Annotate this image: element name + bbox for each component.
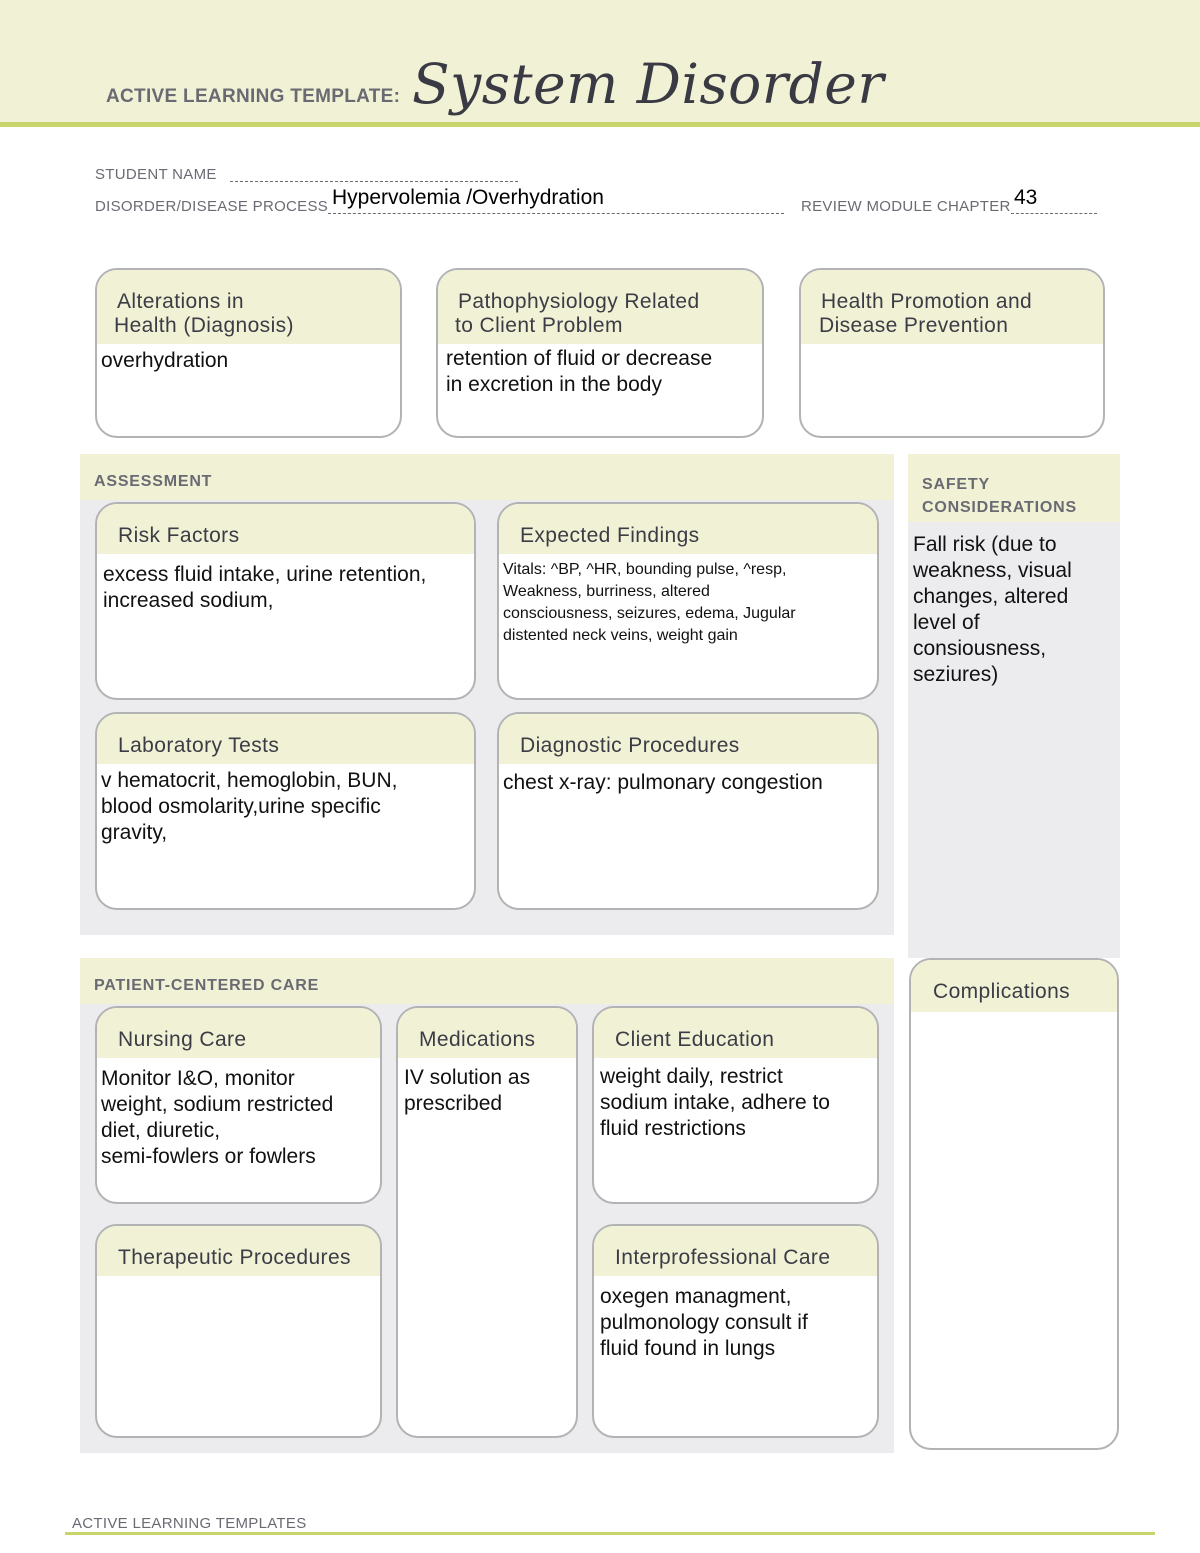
- therapeutic-procedures-box: [95, 1224, 382, 1438]
- risk-factors-title: Risk Factors: [97, 504, 474, 554]
- client-education-title: Client Education: [594, 1008, 877, 1058]
- student-name-label: STUDENT NAME: [95, 166, 217, 183]
- alterations-title: Alterations in Health (Diagnosis): [97, 270, 400, 344]
- nursing-care-box: [95, 1006, 382, 1204]
- complications-title: Complications: [911, 960, 1117, 1012]
- risk-factors-content[interactable]: excess fluid intake, urine retention, increased sodium,: [103, 563, 427, 612]
- interprofessional-care-box: [592, 1224, 879, 1438]
- nursing-care-title: Nursing Care: [97, 1008, 380, 1058]
- alterations-content[interactable]: overhydration: [101, 349, 229, 372]
- laboratory-tests-content[interactable]: v hematocrit, hemoglobin, BUN, blood osmolarity,urine specific gravity,: [101, 769, 398, 844]
- laboratory-tests-box: [95, 712, 476, 910]
- expected-findings-title: Expected Findings: [499, 504, 877, 554]
- disorder-value: Hypervolemia /Overhydration: [332, 186, 604, 209]
- medications-box: [396, 1006, 578, 1438]
- expected-findings-content[interactable]: Vitals: ^BP, ^HR, bounding pulse, ^resp, Weakness, burriness, altered consciousness, seizures, edema, Jugular distented neck veins, weight gain: [503, 561, 796, 644]
- risk-factors-box: [95, 502, 476, 700]
- header-divider: [0, 122, 1200, 127]
- nursing-care-content[interactable]: Monitor I&O, monitor weight, sodium restricted diet, diuretic, semi-fowlers or fowlers: [101, 1067, 334, 1168]
- safety-label: SAFETY CONSIDERATIONS: [922, 476, 1077, 516]
- client-education-box: [592, 1006, 879, 1204]
- health-promotion-title: Health Promotion and Disease Prevention: [801, 270, 1103, 344]
- disorder-field[interactable]: [328, 213, 784, 214]
- assessment-label: ASSESSMENT: [94, 473, 213, 490]
- diagnostic-procedures-box: [497, 712, 879, 910]
- footer-divider: [65, 1532, 1155, 1535]
- pathophysiology-box: [436, 268, 764, 438]
- safety-panel: [908, 454, 1120, 958]
- page-title: System Disorder: [412, 52, 885, 116]
- complications-content[interactable]: [911, 1012, 1117, 1016]
- expected-findings-box: [497, 502, 879, 700]
- pathophysiology-content[interactable]: retention of fluid or decrease in excretion in the body: [446, 347, 713, 396]
- health-promotion-box: [799, 268, 1105, 438]
- footer-label: ACTIVE LEARNING TEMPLATES: [72, 1515, 307, 1532]
- chapter-label: REVIEW MODULE CHAPTER: [801, 198, 1011, 215]
- alterations-box: [95, 268, 402, 438]
- complications-box: [909, 958, 1119, 1450]
- medications-content[interactable]: IV solution as prescribed: [404, 1066, 531, 1115]
- safety-content[interactable]: Fall risk (due to weakness, visual changes, altered level of consiousness, seziures): [913, 533, 1072, 686]
- interprofessional-care-title: Interprofessional Care: [594, 1226, 877, 1276]
- client-education-content[interactable]: weight daily, restrict sodium intake, adhere to fluid restrictions: [600, 1065, 830, 1140]
- student-name-field[interactable]: [230, 181, 518, 182]
- patient-care-label: PATIENT-CENTERED CARE: [94, 977, 320, 994]
- template-label: ACTIVE LEARNING TEMPLATE:: [106, 86, 401, 107]
- disorder-label: DISORDER/DISEASE PROCESS: [95, 198, 329, 215]
- therapeutic-procedures-title: Therapeutic Procedures: [97, 1226, 380, 1276]
- pathophysiology-title: Pathophysiology Related to Client Problem: [438, 270, 762, 344]
- chapter-value: 43: [1014, 186, 1038, 209]
- therapeutic-procedures-content[interactable]: [97, 1276, 380, 1280]
- chapter-field[interactable]: [1011, 213, 1097, 214]
- medications-title: Medications: [398, 1008, 576, 1058]
- diagnostic-procedures-content[interactable]: chest x-ray: pulmonary congestion: [503, 771, 823, 794]
- interprofessional-care-content[interactable]: oxegen managment, pulmonology consult if fluid found in lungs: [600, 1285, 808, 1360]
- laboratory-tests-title: Laboratory Tests: [97, 714, 474, 764]
- diagnostic-procedures-title: Diagnostic Procedures: [499, 714, 877, 764]
- health-promotion-content[interactable]: [801, 344, 1103, 348]
